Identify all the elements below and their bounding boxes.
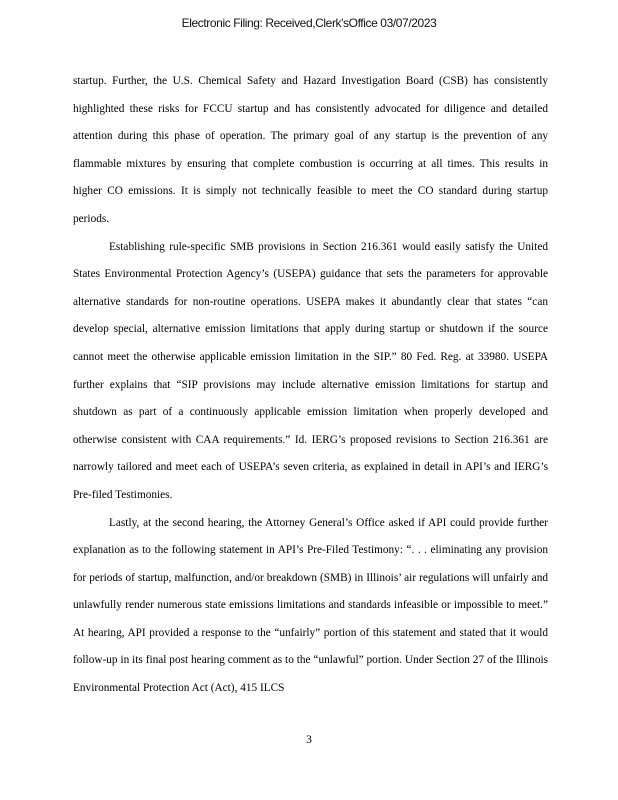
paragraph-2: Establishing rule-specific SMB provisions in Section 216.361 would easily satisfy the United States Environmental Protection Agency’s (USEPA) guidance that sets the parameters for approvable alternative standards for non-routine operations. USEPA makes it abundantly clear that states “can develop special, alternative emission limitations that apply during startup or shutdown if the source cannot meet the otherwise applicable emission limitation in the SIP.” 80 Fed. Reg. at 33980. USEPA further explains that “SIP provisions may include alternative emission limitations for startup and shutdown as part of a continuously applicable emission limitation when properly developed and otherwise consistent with CAA requirements.” Id. IERG’s proposed revisions to Section 216.361 are narrowly tailored and meet each of USEPA’s seven criteria, as explained in detail in API’s and IERG’s Pre-filed Testimonies. <box>73 240 548 501</box>
document-body <box>73 68 548 703</box>
filing-stamp-header: Electronic Filing: Received,Clerk'sOffice 03/07/2023 <box>181 16 437 30</box>
paragraph-1: startup. Further, the U.S. Chemical Safety and Hazard Investigation Board (CSB) has consistently highlighted these risks for FCCU startup and has consistently advocated for diligence and detailed attention during this phase of operation. The primary goal of any startup is the prevention of any flammable mixtures by ensuring that complete combustion is occurring at all times. This results in higher CO emissions. It is simply not technically feasible to meet the CO standard during startup periods. <box>73 75 548 225</box>
page-number: 3 <box>306 734 312 746</box>
paragraph-3: Lastly, at the second hearing, the Attorney General’s Office asked if API could provide further explanation as to the following statement in API’s Pre-Filed Testimony: “. . . eliminating any provision for periods of startup, malfunction, and/or breakdown (SMB) in Illinois’ air regulations will unfairly and unlawfully render numerous state emissions limitations and standards infeasible or impossible to meet.” At hearing, API provided a response to the “unfairly” portion of this statement and stated that it would follow-up in its final post hearing comment as to the “unlawful” portion. Under Section 27 of the Illinois Environmental Protection Act (Act), 415 ILCS <box>73 516 548 695</box>
